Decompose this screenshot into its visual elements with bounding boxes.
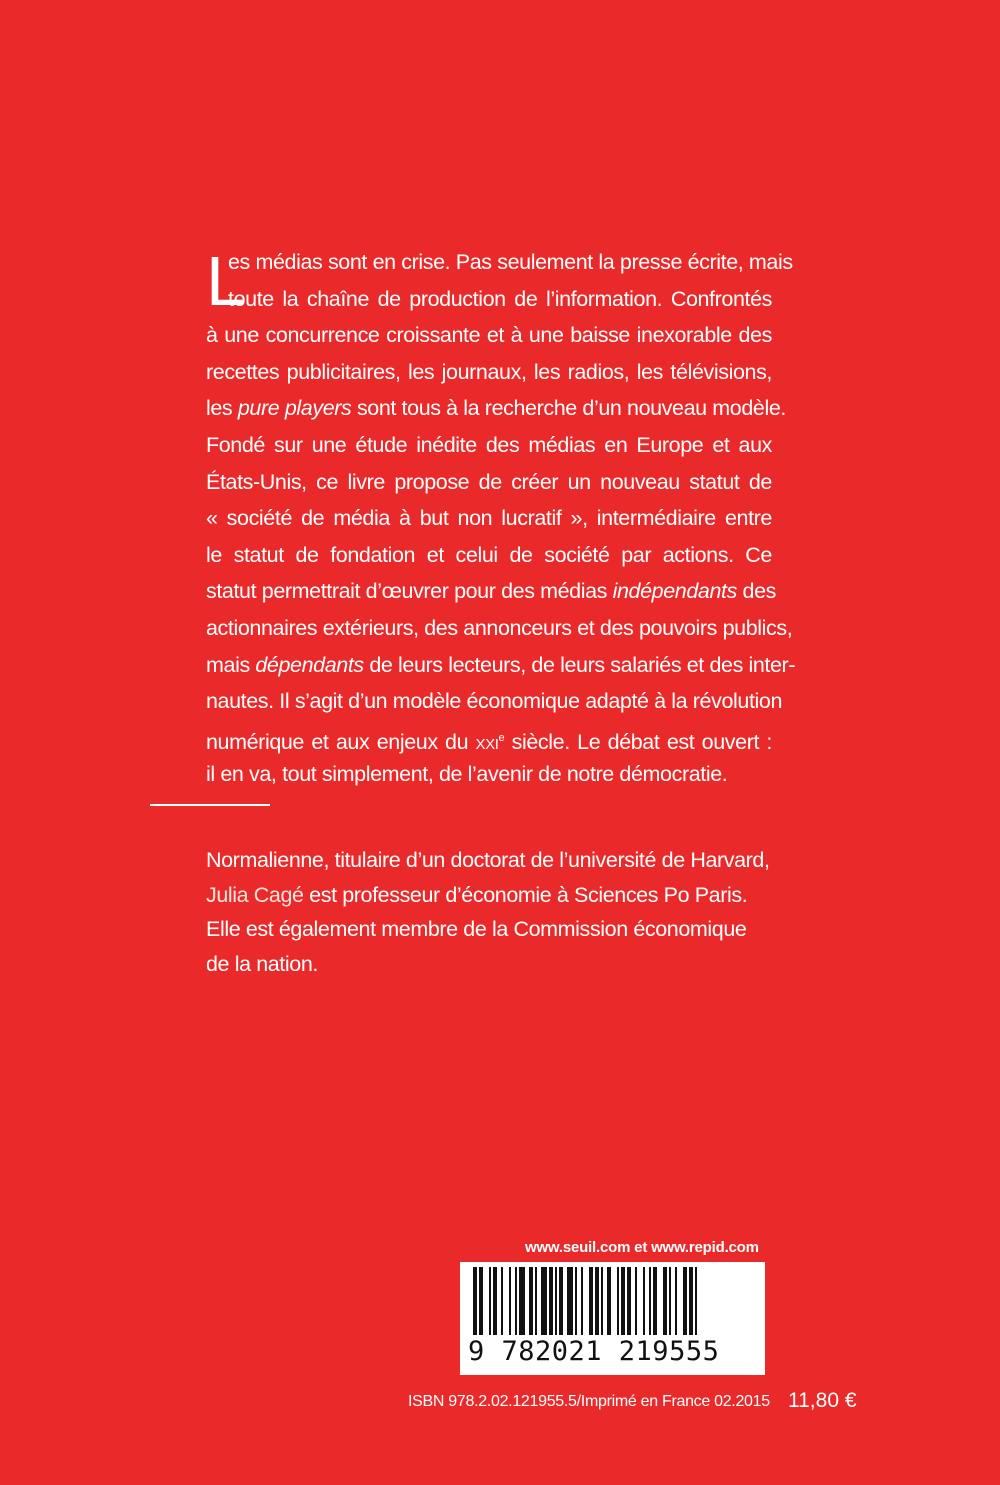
blurb-line: numérique et aux enjeux du XXIe siècle. Le débat est ouvert : — [206, 729, 772, 754]
price: 11,80 € — [788, 1389, 857, 1412]
barcode-bars — [473, 1267, 753, 1335]
bio-line: Normalienne, titulaire d’un doctorat de l’université de Harvard, — [206, 848, 770, 872]
blurb-line: statut permettrait d’œuvrer pour des médias indépendants des — [206, 579, 776, 604]
drop-cap: L — [206, 242, 245, 320]
blurb-line: il en va, tout simplement, de l’avenir de notre démocratie. — [206, 762, 728, 787]
blurb-line: le statut de fondation et celui de société par actions. Ce — [206, 542, 772, 567]
blurb-line: Fondé sur une étude inédite des médias en Europe et aux — [206, 432, 772, 457]
italic-text: dépendants — [255, 652, 364, 677]
blurb-line: toute la chaîne de production de l’information. Confrontés — [228, 286, 772, 311]
barcode-digits: 9 782021 219555 — [468, 1336, 720, 1367]
author-bio — [206, 843, 772, 981]
italic-text: indépendants — [612, 579, 737, 604]
bio-line: Julia Cagé est professeur d’économie à Sciences Po Paris. — [206, 882, 748, 907]
blurb-line: nautes. Il s’agit d’un modèle économique adapté à la révolution — [206, 689, 783, 714]
italic-text: pure players — [237, 396, 352, 421]
blurb-line: mais dépendants de leurs lecteurs, de leurs salariés et des inter- — [206, 652, 796, 677]
isbn-line: ISBN 978.2.02.121955.5/Imprimé en France 02.2015 — [408, 1393, 770, 1410]
blurb-line: « société de média à but non lucratif », intermédiaire entre — [206, 506, 772, 531]
bio-line: Elle est également membre de la Commission économique — [206, 917, 747, 941]
book-blurb — [206, 244, 796, 793]
author-name: Julia Cagé — [206, 882, 304, 907]
century-smallcaps: XXI — [475, 735, 499, 753]
blurb-line: les pure players sont tous à la recherche d’un nouveau modèle. — [206, 396, 786, 421]
blurb-line: recettes publicitaires, les journaux, les radios, les télévisions, — [206, 359, 772, 384]
blurb-line: à une concurrence croissante et à une baisse inexorable des — [206, 323, 772, 348]
superscript: e — [498, 731, 505, 744]
bio-line: de la nation. — [206, 951, 318, 976]
divider-rule — [150, 804, 270, 806]
blurb-line: États-Unis, ce livre propose de créer un nouveau statut de — [206, 469, 772, 494]
barcode — [460, 1262, 765, 1375]
blurb-line: es médias sont en crise. Pas seulement la presse écrite, mais — [228, 250, 793, 274]
publisher-websites: www.seuil.com et www.repid.com — [525, 1239, 759, 1256]
blurb-line: actionnaires extérieurs, des annonceurs et des pouvoirs publics, — [206, 615, 793, 640]
